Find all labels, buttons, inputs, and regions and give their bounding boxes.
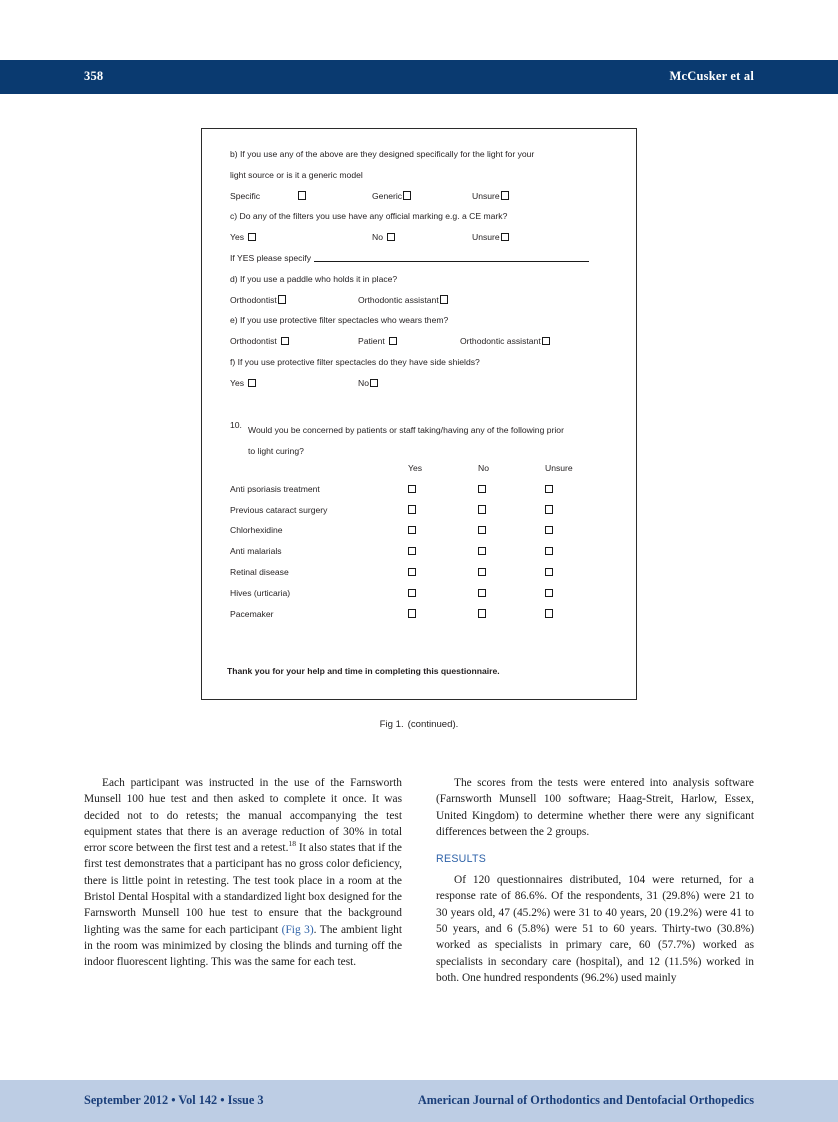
checkbox-empty-icon[interactable] (248, 379, 256, 387)
row-label: Anti malarials (230, 546, 282, 557)
checkbox-cell-no[interactable] (478, 604, 486, 625)
checkbox-empty-icon[interactable] (478, 485, 486, 493)
table-row (230, 500, 600, 521)
row-label: Hives (urticaria) (230, 587, 291, 598)
page-number: 358 (84, 69, 104, 83)
row-label: Retinal disease (230, 566, 289, 577)
thank-you-note: Thank you for your help and time in completing this questionnaire. (227, 666, 500, 676)
checkbox-empty-icon[interactable] (478, 505, 486, 513)
checkbox-empty-icon[interactable] (545, 505, 553, 513)
option-yes[interactable]: Yes (230, 227, 256, 248)
checkbox-cell-yes[interactable] (408, 562, 416, 583)
row-label: Chlorhexidine (230, 525, 283, 536)
option-orthodontist[interactable]: Orthodontist (230, 331, 289, 352)
checkbox-cell-unsure[interactable] (545, 520, 553, 541)
checkbox-cell-unsure[interactable] (545, 562, 553, 583)
checkbox-empty-icon[interactable] (542, 337, 550, 345)
column-header-yes: Yes (408, 463, 423, 473)
checkbox-empty-icon[interactable] (478, 547, 486, 555)
running-title: McCusker et al (669, 69, 754, 83)
checkbox-cell-no[interactable] (478, 583, 486, 604)
checkbox-empty-icon[interactable] (408, 505, 416, 513)
checkbox-empty-icon[interactable] (478, 568, 486, 576)
row-label: Pacemaker (230, 608, 274, 619)
checkbox-cell-no[interactable] (478, 541, 486, 562)
question-c-specify-row (230, 248, 625, 269)
question-b-line2: light source or is it a generic model (230, 169, 363, 180)
checkbox-empty-icon[interactable] (408, 485, 416, 493)
checkbox-empty-icon[interactable] (478, 526, 486, 534)
checkbox-cell-yes[interactable] (408, 604, 416, 625)
table-row (230, 541, 600, 562)
table-row (230, 562, 600, 583)
column-header-no: No (478, 463, 489, 473)
checkbox-cell-unsure[interactable] (545, 604, 553, 625)
checkbox-empty-icon[interactable] (408, 609, 416, 617)
option-orthodontic-assistant[interactable]: Orthodontic assistant (358, 290, 448, 311)
checkbox-empty-icon[interactable] (545, 526, 553, 534)
paragraph-text-part2: It also states that if the first test demonstrates that a participant has no gross color deficiency, there is little point in retesting. The test took place in a room at the Bristol Dental Hospital with a standardized light box designed for the Farnsworth Munsell 100 hue test to ensure that the background lighting was the same for each participant (84, 842, 402, 936)
option-unsure[interactable]: Unsure (472, 186, 509, 207)
checkbox-empty-icon[interactable] (408, 526, 416, 534)
matrix-header-row (230, 458, 600, 479)
question-10-stem-block (230, 420, 627, 462)
checkbox-cell-unsure[interactable] (545, 500, 553, 521)
figure-caption-label: Fig 1. (379, 719, 404, 730)
checkbox-empty-icon[interactable] (281, 337, 289, 345)
checkbox-empty-icon[interactable] (387, 233, 395, 241)
page-footer-band (0, 1080, 838, 1122)
figure-1-questionnaire (201, 128, 637, 700)
checkbox-cell-no[interactable] (478, 520, 486, 541)
checkbox-empty-icon[interactable] (478, 589, 486, 597)
question-c-options (230, 227, 625, 248)
reference-superscript: 18 (288, 839, 297, 849)
option-orthodontist[interactable]: Orthodontist (230, 290, 286, 311)
question-e-text: e) If you use protective filter spectacles who wears them? (230, 315, 449, 326)
row-label: Previous cataract surgery (230, 504, 328, 515)
checkbox-cell-no[interactable] (478, 479, 486, 500)
checkbox-cell-unsure[interactable] (545, 583, 553, 604)
question-10-matrix (230, 458, 600, 624)
checkbox-empty-icon[interactable] (545, 568, 553, 576)
checkbox-empty-icon[interactable] (408, 547, 416, 555)
checkbox-empty-icon[interactable] (389, 337, 397, 345)
paragraph-results: Of 120 questionnaires distributed, 104 were returned, for a response rate of 86.6%. Of the respondents, 31 (29.8%) were 21 to 30 years old, 47 (45.2%) were 31 to 40 years, 20 (19.2%) were 41 to 50 years, and 6 (5.8%) were 51 to 60 years. Thirty-two (30.8%) worked as specialists in primary care, 60 (57.7%) worked as specialists in secondary care (hospital), and 12 (11.5%) worked in both. One hundred respondents (96.2%) used mainly (436, 874, 754, 984)
question-10-stem-line1: Would you be concerned by patients or staff taking/having any of the following prior (248, 425, 564, 435)
question-c-text: c) Do any of the filters you use have any official marking e.g. a CE mark? (230, 211, 508, 222)
footer-issue-info: September 2012 • Vol 142 • Issue 3 (84, 1093, 264, 1107)
option-unsure[interactable]: Unsure (472, 227, 509, 248)
checkbox-cell-yes[interactable] (408, 541, 416, 562)
body-column-right (436, 775, 754, 986)
paragraph-analysis-software: The scores from the tests were entered into analysis software (Farnsworth Munsell 100 software; Haag-Streit, Harlow, Essex, United Kingdom) to determine whether there were any significant differences between the 2 groups. (436, 777, 754, 838)
section-heading-results: RESULTS (436, 853, 487, 866)
paragraph-text-part1: Each participant was instructed in the use of the Farnsworth Munsell 100 hue test and then asked to complete it once. It was decided not to do retests; the manual accompanying the test equipment states that there is an average reduction of 30% in total error score between the first test and a retest. (84, 777, 402, 855)
column-header-unsure: Unsure (545, 463, 573, 473)
option-patient[interactable]: Patient (358, 331, 397, 352)
checkbox-empty-icon[interactable] (408, 568, 416, 576)
question-e-options (230, 331, 625, 352)
question-b-options (230, 186, 625, 207)
checkbox-empty-icon[interactable] (440, 295, 448, 303)
table-row (230, 479, 600, 500)
paragraph-text-part3: . The ambient light in the room was minimized by closing the blinds and turning off the indoor fluorescent lighting. This was the same for each test. (84, 923, 402, 969)
option-yes[interactable]: Yes (230, 373, 256, 394)
page-header-band (0, 60, 838, 94)
row-label: Anti psoriasis treatment (230, 483, 320, 494)
checkbox-empty-icon[interactable] (545, 547, 553, 555)
checkbox-cell-yes[interactable] (408, 520, 416, 541)
paragraph-methods (84, 775, 402, 971)
checkbox-empty-icon[interactable] (501, 191, 509, 199)
checkbox-empty-icon[interactable] (370, 379, 378, 387)
question-10-number: 10. (230, 420, 242, 430)
question-b-line1: b) If you use any of the above are they designed specifically for the light for your (230, 149, 535, 159)
checkbox-cell-no[interactable] (478, 562, 486, 583)
option-no[interactable]: No (358, 373, 378, 394)
checkbox-cell-unsure[interactable] (545, 541, 553, 562)
table-row (230, 583, 600, 604)
option-generic[interactable]: Generic (372, 186, 411, 207)
table-row (230, 520, 600, 541)
option-orthodontic-assistant[interactable]: Orthodontic assistant (460, 331, 550, 352)
checkbox-empty-icon[interactable] (278, 295, 286, 303)
checkbox-empty-icon[interactable] (403, 191, 411, 199)
option-no[interactable]: No (372, 227, 395, 248)
figure-caption (0, 719, 838, 730)
checkbox-cell-yes[interactable] (408, 479, 416, 500)
checkbox-empty-icon[interactable] (501, 233, 509, 241)
question-f-options (230, 373, 625, 394)
checkbox-cell-yes[interactable] (408, 583, 416, 604)
specify-input-rule[interactable] (314, 252, 589, 262)
body-column-left (84, 775, 402, 971)
question-d-options (230, 290, 625, 311)
checkbox-empty-icon[interactable] (545, 485, 553, 493)
questionnaire-content (230, 144, 625, 394)
figure-cross-reference-link[interactable]: (Fig 3) (281, 923, 314, 936)
footer-journal-name: American Journal of Orthodontics and Dentofacial Orthopedics (417, 1093, 754, 1107)
checkbox-empty-icon[interactable] (478, 609, 486, 617)
table-row (230, 604, 600, 625)
question-d-text: d) If you use a paddle who holds it in place? (230, 273, 398, 284)
checkbox-empty-icon[interactable] (408, 589, 416, 597)
checkbox-cell-unsure[interactable] (545, 479, 553, 500)
checkbox-cell-no[interactable] (478, 500, 486, 521)
checkbox-empty-icon[interactable] (545, 609, 553, 617)
specify-label: If YES please specify (230, 252, 312, 263)
checkbox-empty-icon[interactable] (248, 233, 256, 241)
option-specific[interactable]: Specific (230, 186, 306, 207)
question-10-stem-line2: to light curing? (248, 445, 304, 456)
question-f-text: f) If you use protective filter spectacles do they have side shields? (230, 356, 480, 367)
checkbox-empty-icon[interactable] (298, 191, 306, 199)
checkbox-empty-icon[interactable] (545, 589, 553, 597)
checkbox-cell-yes[interactable] (408, 500, 416, 521)
figure-caption-text: (continued). (407, 719, 459, 730)
